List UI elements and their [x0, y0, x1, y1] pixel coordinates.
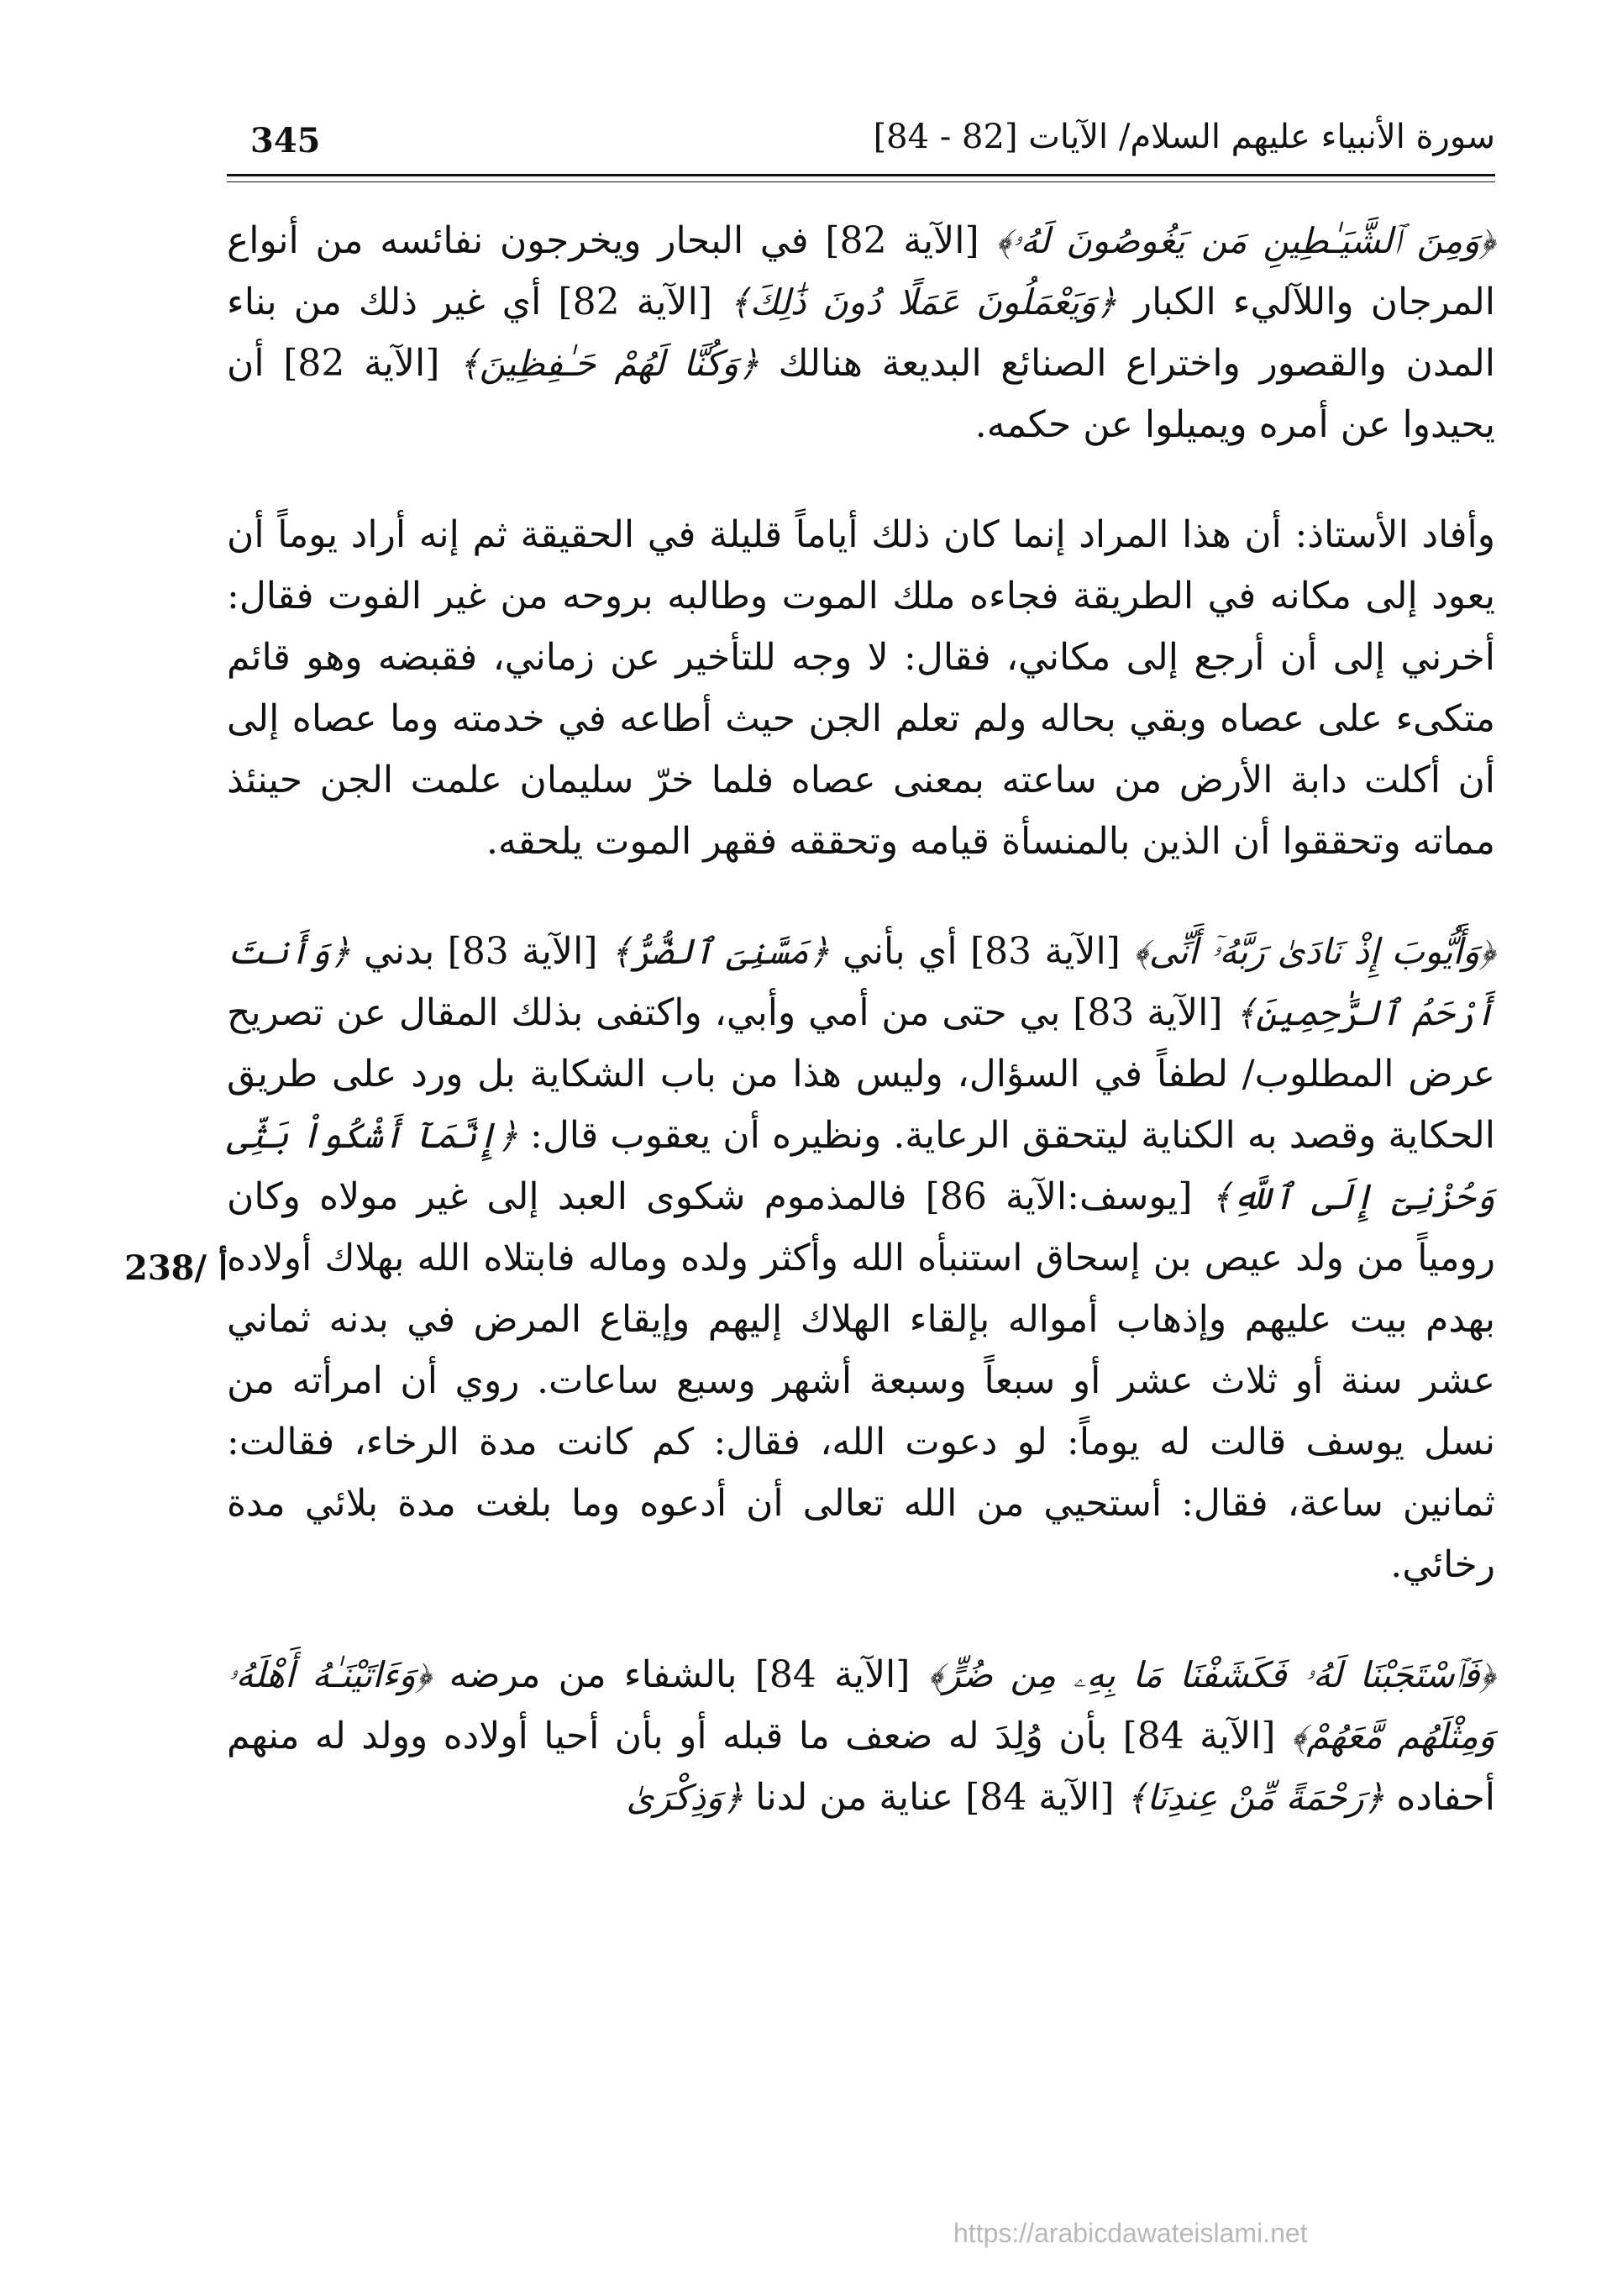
header-rule-thick	[227, 174, 1495, 176]
quran-quote: ﴿وَأَنتَ أَرْحَمُ ٱلرَّٰحِمِينَ﴾	[227, 931, 1495, 1033]
quran-quote: ﴿إِنَّمَآ أَشْكُواْ بَثِّى وَحُزْنِىٓ إِلَى ٱللَّهِ﴾	[227, 1115, 1495, 1217]
quran-quote: ﴿وَءَاتَيْنَـٰهُ أَهْلَهُۥ وَمِثْلَهُم مَّعَهُمْ﴾	[227, 1654, 1496, 1757]
quran-quote: ﴿وَكُنَّا لَهُمْ حَـٰفِظِينَ﴾	[459, 343, 759, 384]
text-run: [يوسف:الآية 86] فالمذموم شكوى العبد إلى غير مولاه وكان رومياً من ولد عيص بن إسحاق استنبأه الله وأكثر ولده وماله فابتلاه الله بهلاك أولاده بهدم بيت عليهم وإذهاب أمواله بإلقاء الهلاك إليهم وإيقاع المرض في بدنه ثماني عشر سنة أو ثلاث عشر أو سبعاً وسبعة أشهر وسبع ساعات. روي أن امرأته من نسل يوسف قالت له يوماً: لو دعوت الله، فقال: كم كانت مدة الرخاء، فقالت: ثمانين ساعة، فقال: أستحيي من الله تعالى أن أدعوه وما بلغت مدة بلائي مدة رخائي.	[227, 1175, 1495, 1586]
text-run: [الآية 83] بي حتى من أمي وأبي، واكتفى بذلك المقال عن تصريح عرض المطلوب/ لطفاً في السؤال، وليس هذا من باب الشكاية بل ورد على طريق الحكاية وقصد به الكناية ليتحقق الرعاية. ونظيره أن يعقوب قال:	[227, 991, 1496, 1157]
text-run: [الآية 83] بدني	[350, 930, 611, 973]
running-title: سورة الأنبياء عليهم السلام/ الآيات [82 - 84]	[873, 118, 1495, 156]
watermark-url: https://arabicdawateislami.net	[953, 2218, 1308, 2248]
body-text	[227, 210, 1495, 1877]
page-header	[227, 118, 1495, 168]
text-run: وأفاد الأستاذ: أن هذا المراد إنما كان ذلك أياماً قليلة في الحقيقة ثم إنه أراد يوماً أن يعود إلى مكانه في الطريقة فجاءه ملك الموت وطالبه بروحه من غير الفوت فقال: أخرني إلى أن أرجع إلى مكاني، فقال: لا وجه للتأخير عن زماني، فقبضه وهو قائم متكىء على عصاه وبقي بحاله ولم تعلم الجن حيث أطاعه في خدمته وما عصاه إلى أن أكلت دابة الأرض من ساعته بمعنى عصاه فلما خرّ سليمان علمت الجن حينئذ مماته وتحققوا أن الذين بالمنسأة قيامه وتحققه فقهر الموت يلحقه.	[227, 513, 1495, 863]
text-run: [الآية 82] أي غير ذلك من بناء المدن والقصور واختراع الصنائع البديعة هنالك	[227, 281, 1495, 385]
text-run: [الآية 82] أن يحيدوا عن أمره ويميلوا عن حكمه.	[227, 342, 1495, 446]
text-run: [الآية 83] أي بأني	[829, 930, 1134, 973]
text-run: [الآية 84] بأن وُلِدَ له ضعف ما قبله أو بأن أحيا أولاده وولد له منهم أحفاده	[227, 1715, 1495, 1819]
text-run: [الآية 84] عناية من لدنا	[743, 1776, 1126, 1819]
quran-quote: ﴿مَسَّنِىَ ٱلضُّرُّ﴾	[610, 931, 830, 972]
quran-quote: ﴿وَذِكْرَىٰ	[626, 1777, 744, 1818]
page-number: 345	[250, 121, 321, 160]
quran-quote: ﴿وَيَعْمَلُونَ عَمَلًا دُونَ ذَٰلِكَ﴾	[729, 281, 1117, 323]
quran-quote: ﴿فَٱسْتَجَبْنَا لَهُۥ فَكَشَفْنَا مَا بِهِۦ مِن ضُرٍّ﴾	[927, 1654, 1496, 1695]
quran-quote: ﴿وَأَيُّوبَ إِذْ نَادَىٰ رَبَّهُۥٓ أَنِّى﴾	[1133, 931, 1495, 972]
paragraph-1	[227, 210, 1495, 455]
quran-quote: ﴿رَحْمَةً مِّنْ عِندِنَا﴾	[1126, 1777, 1385, 1818]
text-run: [الآية 82] في البحار ويخرجون نفائسه من أنواع المرجان واللآليء الكبار	[227, 219, 1496, 323]
text-run: [الآية 84] بالشفاء من مرضه	[431, 1653, 928, 1696]
quran-quote: ﴿وَمِنَ ٱلشَّيَـٰطِينِ مَن يَغُوصُونَ لَهُۥ﴾	[995, 220, 1496, 261]
header-rule-thin	[227, 181, 1495, 182]
paragraph-4	[227, 1644, 1495, 1828]
paragraph-3	[227, 921, 1495, 1595]
paragraph-2	[227, 504, 1495, 872]
manuscript-folio-note: 238/ أ	[124, 1248, 228, 1288]
